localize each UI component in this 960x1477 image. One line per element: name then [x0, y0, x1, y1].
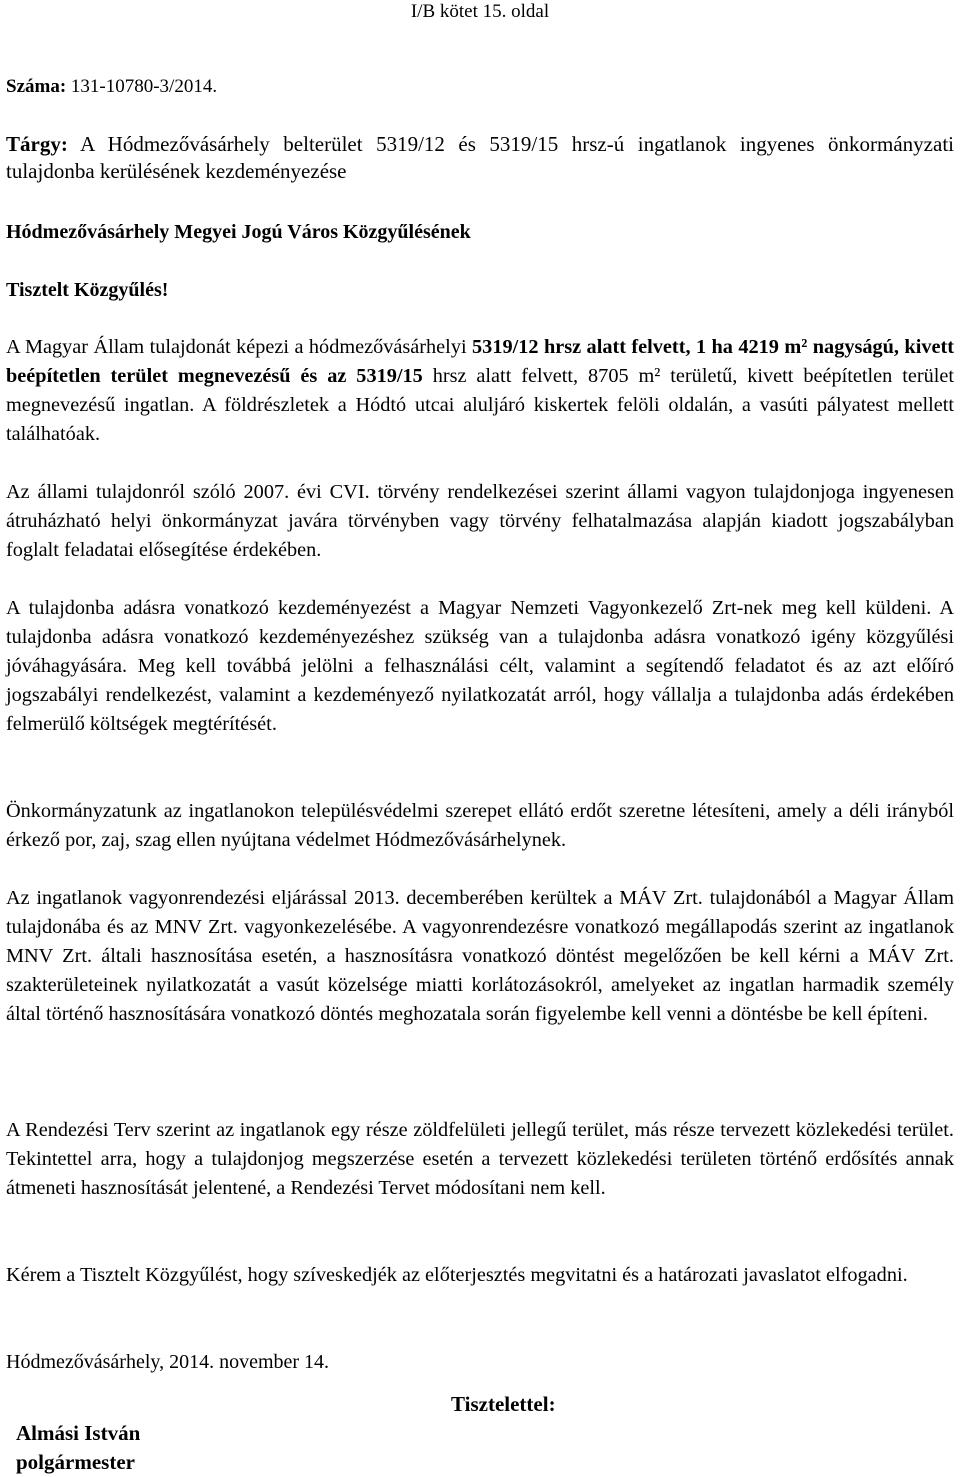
addressee-text: Hódmezővásárhely Megyei Jogú Város Közgyűlésének	[6, 221, 471, 243]
paragraph-1-start: A Magyar Állam tulajdonát képezi a hódmezővásárhelyi	[6, 336, 473, 358]
place-date	[6, 1348, 954, 1377]
paragraph-4-text: Önkormányzatunk az ingatlanokon településvédelmi szerepet ellátó erdőt szeretne létesíteni, amely a déli irányból érkező por, zaj, szag ellen nyújtana védelmet Hódmezővásárhelynek.	[6, 800, 954, 851]
paragraph-4	[6, 797, 954, 855]
signatory-title-text: polgármester	[16, 1450, 135, 1474]
place-date-text: Hódmezővásárhely, 2014. november 14.	[6, 1351, 330, 1373]
closing-text: Tisztelettel:	[451, 1392, 556, 1416]
paragraph-6-text: A Rendezési Terv szerint az ingatlanok egy része zöldfelületi jellegű terület, más része tervezett közlekedési terület. Tekintettel arra, hogy a tulajdonjog megszerzése esetén a tervezett közlekedési területen történő erdősítés annak átmeneti hasznosítását jelentené, a Rendezési Tervet módosítani nem kell.	[6, 1119, 954, 1199]
salutation-text: Tisztelt Közgyűlés!	[6, 279, 169, 301]
closing-greeting	[451, 1390, 556, 1419]
subject-label: Tárgy:	[6, 132, 68, 156]
paragraph-1	[6, 333, 954, 449]
paragraph-1-end: hrsz alatt felvett, 8705 m² területű, kivett beépítetlen terület megnevezésű ingatlan. A földrészletek a Hódtó utcai aluljáró kiskertek felöli oldalán, a vasúti pályatest mellett találhatóak.	[6, 365, 955, 445]
signatory-title	[16, 1448, 135, 1477]
subject	[6, 131, 954, 185]
reference-label: Száma:	[6, 76, 67, 97]
paragraph-7	[6, 1261, 954, 1290]
page-label: I/B kötet 15. oldal	[410, 1, 550, 22]
subject-text: A Hódmezővásárhely belterület 5319/12 és 5319/15 hrsz-ú ingatlanok ingyenes önkormányzati tulajdonba kerülésének kezdeményezése	[6, 132, 954, 183]
paragraph-1-bold: 5319/12 hrsz alatt felvett, 1 ha 4219 m² nagyságú, kivett beépítetlen terület megnevezésű és az 5319/15	[6, 336, 954, 387]
paragraph-3	[6, 594, 954, 739]
paragraph-5	[6, 884, 954, 1029]
addressee	[6, 218, 954, 247]
signatory-name	[16, 1419, 140, 1448]
page-header	[6, 0, 954, 24]
paragraph-6	[6, 1116, 954, 1203]
paragraph-7-text: Kérem a Tisztelt Közgyűlést, hogy szíveskedjék az előterjesztés megvitatni és a határozati javaslatot elfogadni.	[6, 1264, 908, 1286]
paragraph-2	[6, 478, 954, 565]
paragraph-5-text: Az ingatlanok vagyonrendezési eljárással 2013. decemberében kerültek a MÁV Zrt. tulajdonából a Magyar Állam tulajdonába és az MNV Zrt. vagyonkezelésébe. A vagyonrendezésre vonatkozó megállapodás szerint az ingatlanok MNV Zrt. általi hasznosítása esetén, a hasznosításra vonatkozó döntést megelőzően be kell kérni a MÁV Zrt. szakterületeinek nyilatkozatát a vasút közelsége miatti korlátozásokról, amelyeket az ingatlan harmadik személy által történő hasznosítására vonatkozó döntés meghozatala során figyelembe kell venni a döntésbe be kell építeni.	[6, 887, 954, 1025]
reference-value: 131-10780-3/2014.	[70, 76, 218, 97]
reference-number	[6, 72, 954, 101]
paragraph-2-text: Az állami tulajdonról szóló 2007. évi CVI. törvény rendelkezései szerint állami vagyon tulajdonjoga ingyenesen átruházható helyi önkormányzat javára törvényben vagy törvény felhatalmazása alapján kiadott jogszabályban foglalt feladatai elősegítése érdekében.	[6, 481, 954, 561]
salutation	[6, 276, 954, 305]
signatory-name-text: Almási István	[16, 1421, 141, 1445]
paragraph-3-text: A tulajdonba adásra vonatkozó kezdeményezést a Magyar Nemzeti Vagyonkezelő Zrt-nek meg kell küldeni. A tulajdonba adásra vonatkozó kezdeményezéshez szükség van a tulajdonba adásra vonatkozó igény közgyűlési jóváhagyására. Meg kell továbbá jelölni a felhasználási célt, valamint a segítendő feladatot és az azt előíró jogszabályi rendelkezést, valamint a kezdeményező nyilatkozatát arról, hogy vállalja a tulajdonba adás érdekében felmerülő költségek megtérítését.	[6, 597, 954, 735]
